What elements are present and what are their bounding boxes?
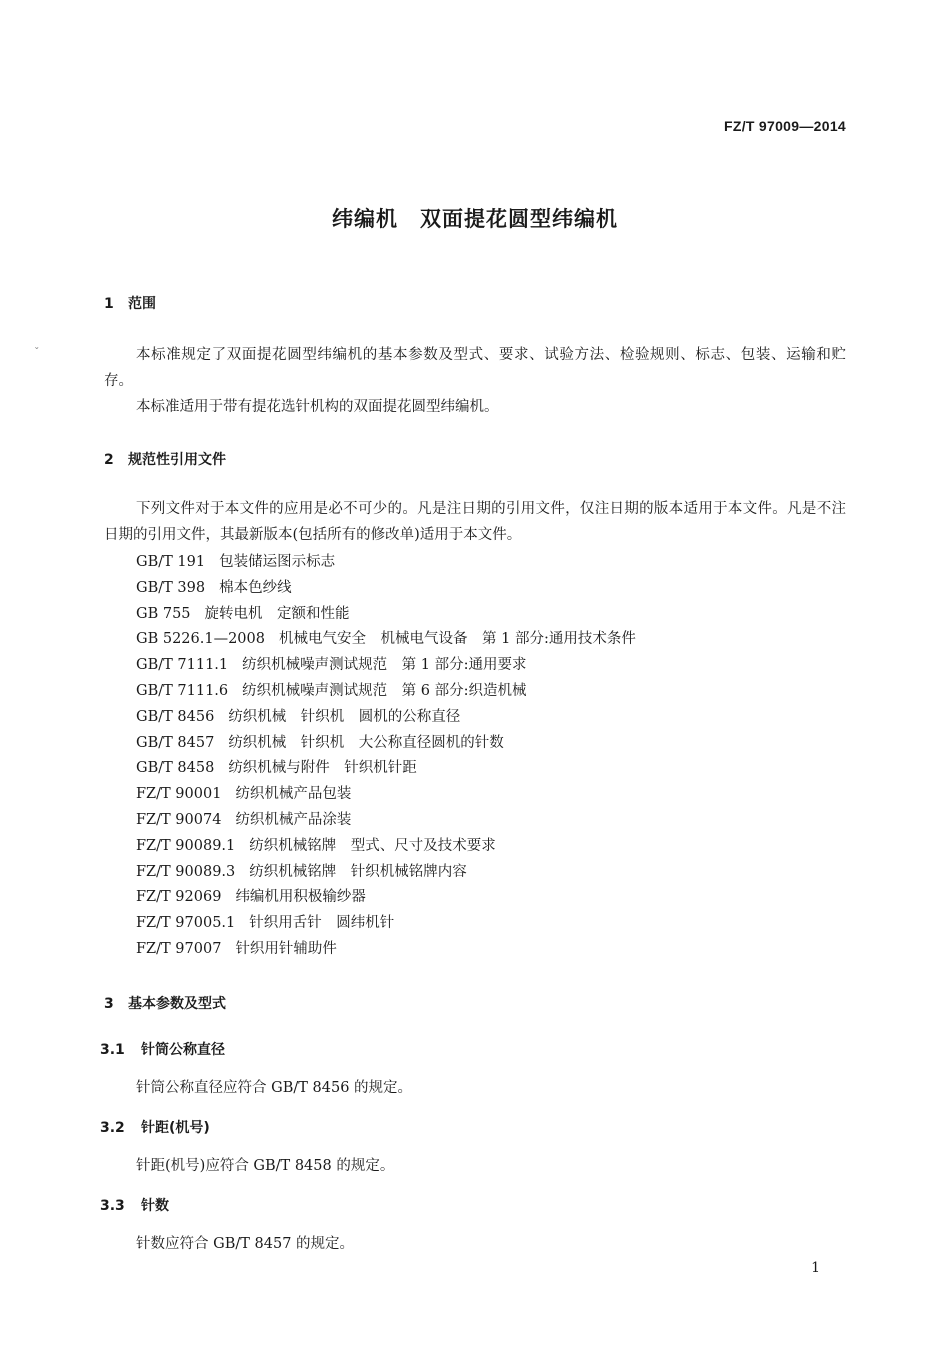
- section-3-heading: [104, 993, 226, 1013]
- reference-title: 纺织机械 针织机 圆机的公称直径: [228, 708, 461, 725]
- reference-code: FZ/T 97005.1: [136, 915, 236, 932]
- reference-code: FZ/T 90089.3: [136, 863, 236, 880]
- margin-mark: ˇ: [34, 346, 40, 359]
- subsection-title: 针数: [141, 1198, 169, 1214]
- reference-code: GB/T 8457: [136, 734, 215, 751]
- reference-item: [136, 756, 636, 782]
- page-number: 1: [811, 1260, 820, 1276]
- reference-code: GB/T 7111.6: [136, 682, 229, 699]
- reference-title: 旋转电机 定额和性能: [204, 605, 350, 622]
- section-title: 规范性引用文件: [128, 452, 226, 468]
- subsection-3-2-heading: [100, 1117, 210, 1137]
- section-1-heading: [104, 293, 156, 313]
- reference-title: 针织用针辅助件: [235, 940, 337, 957]
- section-number: 2: [104, 452, 114, 468]
- subsection-3-1-heading: [100, 1039, 225, 1059]
- subsection-number: 3.3: [100, 1198, 125, 1214]
- section-1-paragraph-1: 本标准规定了双面提花圆型纬编机的基本参数及型式、要求、试验方法、检验规则、标志、包装、运输和贮存。: [104, 347, 846, 389]
- section-title: 基本参数及型式: [128, 996, 226, 1012]
- reference-code: GB/T 191: [136, 554, 206, 570]
- subsection-3-3-text: 针数应符合 GB/T 8457 的规定。: [136, 1236, 355, 1252]
- subsection-number: 3.2: [100, 1120, 125, 1136]
- normative-references-list: [136, 550, 636, 963]
- reference-code: FZ/T 90074: [136, 811, 222, 828]
- reference-title: 纺织机械 针织机 大公称直径圆机的针数: [228, 734, 504, 751]
- reference-item: [136, 937, 636, 963]
- reference-item: [136, 705, 636, 731]
- reference-code: GB/T 8458: [136, 760, 215, 777]
- reference-item: [136, 602, 636, 628]
- document-title: 纬编机 双面提花圆型纬编机: [332, 207, 618, 231]
- reference-item: [136, 550, 636, 576]
- reference-code: FZ/T 90001: [136, 786, 222, 803]
- section-2-paragraph-1: 下列文件对于本文件的应用是必不可少的。凡是注日期的引用文件，仅注日期的版本适用于本文件。凡是不注日期的引用文件，其最新版本(包括所有的修改单)适用于本文件。: [104, 501, 846, 543]
- subsection-3-1-text: 针筒公称直径应符合 GB/T 8456 的规定。: [136, 1080, 413, 1096]
- reference-code: FZ/T 92069: [136, 889, 222, 906]
- subsection-title: 针筒公称直径: [141, 1042, 225, 1058]
- reference-item: [136, 679, 636, 705]
- reference-item: [136, 911, 636, 937]
- section-number: 3: [104, 996, 114, 1012]
- reference-item: [136, 576, 636, 602]
- reference-title: 纺织机械噪声测试规范 第 1 部分:通用要求: [242, 657, 527, 674]
- reference-code: GB 5226.1—2008: [136, 631, 265, 648]
- subsection-3-3-heading: [100, 1195, 169, 1215]
- reference-title: 纺织机械产品包装: [235, 786, 352, 803]
- reference-title: 纺织机械铭牌 型式、尺寸及技术要求: [249, 837, 496, 854]
- reference-title: 纬编机用积极输纱器: [235, 889, 366, 906]
- section-number: 1: [104, 296, 114, 312]
- section-title: 范围: [128, 296, 156, 312]
- section-2-heading: [104, 449, 226, 469]
- reference-item: [136, 653, 636, 679]
- document-code: FZ/T 97009—2014: [723, 118, 846, 134]
- reference-title: 纺织机械与附件 针织机针距: [228, 760, 417, 777]
- reference-code: FZ/T 97007: [136, 940, 222, 957]
- reference-item: [136, 885, 636, 911]
- section-1-paragraph-2: 本标准适用于带有提花选针机构的双面提花圆型纬编机。: [136, 399, 499, 415]
- reference-title: 包装储运图示标志: [219, 554, 336, 570]
- reference-code: GB 755: [136, 605, 191, 622]
- reference-title: 纺织机械铭牌 针织机械铭牌内容: [249, 863, 467, 880]
- reference-title: 机械电气安全 机械电气设备 第 1 部分:通用技术条件: [279, 631, 636, 648]
- reference-item: [136, 808, 636, 834]
- reference-title: 纺织机械噪声测试规范 第 6 部分:织造机械: [242, 682, 527, 699]
- reference-item: [136, 782, 636, 808]
- subsection-3-2-text: 针距(机号)应符合 GB/T 8458 的规定。: [136, 1158, 395, 1174]
- subsection-title: 针距(机号): [141, 1120, 210, 1136]
- reference-title: 棉本色纱线: [219, 579, 292, 596]
- reference-item: [136, 834, 636, 860]
- reference-item: [136, 860, 636, 886]
- reference-item: [136, 731, 636, 757]
- reference-code: GB/T 7111.1: [136, 657, 229, 674]
- subsection-number: 3.1: [100, 1042, 125, 1058]
- reference-title: 针织用舌针 圆纬机针: [249, 915, 395, 932]
- reference-code: FZ/T 90089.1: [136, 837, 236, 854]
- reference-title: 纺织机械产品涂装: [235, 811, 352, 828]
- reference-code: GB/T 398: [136, 579, 206, 596]
- reference-code: GB/T 8456: [136, 708, 215, 725]
- reference-item: [136, 627, 636, 653]
